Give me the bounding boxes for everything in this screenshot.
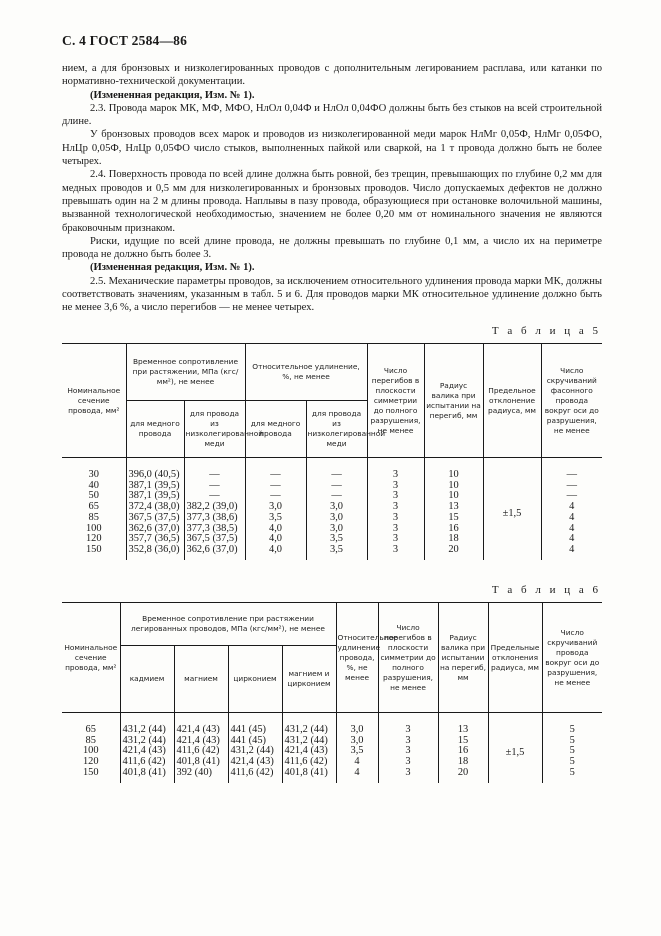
cell-elong-lowalloy: 3,0: [306, 502, 367, 513]
cell-twists: 4: [541, 524, 602, 535]
cell-zirconium: 441 (45): [228, 736, 282, 747]
t6-header-deviation: Предельные отклонения радиуса, мм: [488, 603, 542, 713]
cell-bends: 3: [378, 757, 438, 768]
t5-header-twists: Число скручиваний фасонного провода вокруг оси до разрушения, не менее: [541, 344, 602, 458]
spacer-cell: [184, 556, 245, 560]
cell-tensile-copper: 387,1 (39,5): [126, 481, 184, 492]
t5-header-tensile-copper: для медного провода: [126, 401, 184, 458]
spacer-cell: [62, 556, 126, 560]
cell-zirconium: 431,2 (44): [228, 746, 282, 757]
t5-header-elong-copper: для медного провода: [245, 401, 306, 458]
cell-bends: 3: [367, 534, 424, 545]
cell-section: 30: [62, 470, 126, 481]
cell-mg-zr: 401,8 (41): [282, 768, 336, 779]
cell-section: 100: [62, 746, 120, 757]
cell-section: 100: [62, 524, 126, 535]
table5-caption: Т а б л и ц а 5: [491, 325, 601, 337]
body-text: [62, 62, 602, 315]
spacer-cell: [488, 713, 542, 726]
t5-header-deviation: Предельное отклонение радиуса, мм: [483, 344, 541, 458]
cell-elong-copper: 4,0: [245, 524, 306, 535]
cell-elongation: 3,5: [336, 746, 378, 757]
cell-section: 150: [62, 768, 120, 779]
cell-bends: 3: [378, 736, 438, 747]
spacer-cell: [424, 556, 483, 560]
cell-cadmium: 431,2 (44): [120, 725, 174, 736]
cell-bends: 3: [367, 470, 424, 481]
spacer-cell: [438, 779, 488, 783]
cell-elong-copper: 4,0: [245, 534, 306, 545]
spacer-cell: [174, 779, 228, 783]
cell-elong-lowalloy: —: [306, 470, 367, 481]
cell-bends: 3: [367, 491, 424, 502]
t6-header-tensile: Временное сопротивление при растяжении легированных проводов, МПа (кгс/мм²), не менее: [120, 603, 336, 646]
cell-radius: 18: [438, 757, 488, 768]
t6-header-section: Номинальное сечение провода, мм²: [62, 603, 120, 713]
t6-header-mg-zr: магнием и цирконием: [282, 646, 336, 713]
t5-header-elongation: Относительное удлинение, %, не менее: [245, 344, 367, 401]
cell-tensile-lowalloy: 367,5 (37,5): [184, 534, 245, 545]
table6-caption: Т а б л и ц а 6: [491, 584, 601, 596]
cell-elong-copper: —: [245, 470, 306, 481]
cell-twists: 4: [541, 545, 602, 556]
cell-twists: 5: [542, 725, 602, 736]
cell-magnesium: 421,4 (43): [174, 725, 228, 736]
spacer-cell: [120, 779, 174, 783]
cell-radius: 16: [438, 746, 488, 757]
cell-magnesium: 401,8 (41): [174, 757, 228, 768]
cell-section: 85: [62, 736, 120, 747]
cell-elongation: 4: [336, 757, 378, 768]
cell-bends: 3: [367, 502, 424, 513]
paragraph: (Измененная редакция, Изм. № 1).: [90, 89, 255, 101]
cell-elong-lowalloy: —: [306, 491, 367, 502]
cell-section: 120: [62, 534, 126, 545]
t5-header-section: Номинальное сечение провода, мм²: [62, 344, 126, 458]
cell-radius: 13: [438, 725, 488, 736]
cell-radius: 16: [424, 524, 483, 535]
paragraph: 2.3. Провода марок МК, МФ, МФО, НлОл 0,04Ф и НлОл 0,04ФО должны быть без стыков на всей строительной длине.: [62, 102, 602, 128]
cell-elong-copper: 4,0: [245, 545, 306, 556]
spacer-cell: [367, 556, 424, 560]
cell-mg-zr: 421,4 (43): [282, 746, 336, 757]
cell-twists: 4: [541, 513, 602, 524]
cell-bends: 3: [367, 545, 424, 556]
cell-elong-copper: —: [245, 481, 306, 492]
cell-mg-zr: 411,6 (42): [282, 757, 336, 768]
spacer-cell: [336, 779, 378, 783]
cell-tensile-lowalloy: 377,3 (38,6): [184, 513, 245, 524]
cell-twists: —: [541, 491, 602, 502]
cell-bends: 3: [378, 746, 438, 757]
spacer-cell: [541, 556, 602, 560]
spacer-cell: [62, 779, 120, 783]
paragraph: нием, а для бронзовых и низколегированных проводов с дополнительным легированием расплава, или катанки по нормативно-технической документации.: [62, 63, 602, 88]
t6-header-cadmium: кадмием: [120, 646, 174, 713]
cell-tensile-lowalloy: 382,2 (39,0): [184, 502, 245, 513]
cell-tensile-copper: 367,5 (37,5): [126, 513, 184, 524]
spacer-cell: [126, 556, 184, 560]
t6-header-magnesium: магнием: [174, 646, 228, 713]
page-header: С. 4 ГОСТ 2584—86: [62, 33, 188, 48]
cell-twists: —: [541, 481, 602, 492]
t5-header-bends: Число перегибов в плоскости симметрии до полного разрушения, не менее: [367, 344, 424, 458]
cell-cadmium: 411,6 (42): [120, 757, 174, 768]
cell-section: 40: [62, 481, 126, 492]
cell-mg-zr: 431,2 (44): [282, 736, 336, 747]
paragraph: 2.5. Механические параметры проводов, за исключением относительного удлинения провода марки МК, должны соответствовать значениям, указанным в табл. 5 и 6. Для проводов марки МК относительное удлинение должно быть не менее 3,6 %, а число перегибов — не менее четырех.: [62, 275, 602, 314]
cell-zirconium: 421,4 (43): [228, 757, 282, 768]
spacer-cell: [542, 779, 602, 783]
paragraph: У бронзовых проводов всех марок и проводов из низколегированной меди марок НлМг 0,05Ф, НлМг 0,05ФО, НлЦр 0,05Ф, НлЦр 0,05ФО число стыков, выполненных пайкой или сваркой, на 1 т провода должно быть не более четырех.: [62, 129, 602, 168]
cell-cadmium: 421,4 (43): [120, 746, 174, 757]
cell-radius: 10: [424, 481, 483, 492]
cell-section: 85: [62, 513, 126, 524]
cell-zirconium: 441 (45): [228, 725, 282, 736]
cell-bends: 3: [378, 768, 438, 779]
cell-deviation: ±1,5: [483, 470, 541, 560]
cell-tensile-copper: 387,1 (39,5): [126, 491, 184, 502]
cell-radius: 13: [424, 502, 483, 513]
cell-section: 50: [62, 491, 126, 502]
cell-tensile-copper: 357,7 (36,5): [126, 534, 184, 545]
cell-cadmium: 431,2 (44): [120, 736, 174, 747]
cell-elongation: 4: [336, 768, 378, 779]
cell-radius: 20: [424, 545, 483, 556]
cell-tensile-lowalloy: 377,3 (38,5): [184, 524, 245, 535]
cell-magnesium: 392 (40): [174, 768, 228, 779]
cell-tensile-copper: 396,0 (40,5): [126, 470, 184, 481]
cell-radius: 20: [438, 768, 488, 779]
cell-elong-copper: 3,5: [245, 513, 306, 524]
cell-twists: 5: [542, 746, 602, 757]
spacer-cell: [282, 779, 336, 783]
t6-header-elongation: Относительное удлинение провода, %, не менее: [336, 603, 378, 713]
cell-twists: 5: [542, 757, 602, 768]
cell-elong-copper: 3,0: [245, 502, 306, 513]
cell-section: 65: [62, 725, 120, 736]
cell-bends: 3: [378, 725, 438, 736]
table-6: [62, 602, 602, 783]
cell-elong-lowalloy: 3,5: [306, 545, 367, 556]
cell-radius: 10: [424, 491, 483, 502]
cell-elongation: 3,0: [336, 736, 378, 747]
spacer-cell: [483, 458, 541, 471]
cell-mg-zr: 431,2 (44): [282, 725, 336, 736]
cell-twists: 4: [541, 502, 602, 513]
cell-magnesium: 411,6 (42): [174, 746, 228, 757]
cell-elongation: 3,0: [336, 725, 378, 736]
cell-elong-lowalloy: 3,0: [306, 513, 367, 524]
cell-twists: 5: [542, 768, 602, 779]
cell-elong-lowalloy: 3,5: [306, 534, 367, 545]
cell-elong-copper: —: [245, 491, 306, 502]
cell-twists: 4: [541, 534, 602, 545]
cell-bends: 3: [367, 513, 424, 524]
t5-header-tensile: Временное сопротивление при растяжении, МПа (кгс/мм²), не менее: [126, 344, 245, 401]
cell-zirconium: 411,6 (42): [228, 768, 282, 779]
cell-radius: 15: [438, 736, 488, 747]
cell-tensile-lowalloy: —: [184, 470, 245, 481]
paragraph: (Измененная редакция, Изм. № 1).: [90, 262, 255, 274]
cell-twists: 5: [542, 736, 602, 747]
t5-header-radius: Радиус валика при испытании на перегиб, мм: [424, 344, 483, 458]
cell-section: 65: [62, 502, 126, 513]
t6-header-bends: Число перегибов в плоскости симметрии до полного разрушения, не менее: [378, 603, 438, 713]
cell-section: 120: [62, 757, 120, 768]
cell-section: 150: [62, 545, 126, 556]
t6-header-zirconium: цирконием: [228, 646, 282, 713]
cell-radius: 10: [424, 470, 483, 481]
cell-magnesium: 421,4 (43): [174, 736, 228, 747]
t6-header-twists: Число скручиваний провода вокруг оси до разрушения, не менее: [542, 603, 602, 713]
cell-tensile-lowalloy: —: [184, 491, 245, 502]
cell-bends: 3: [367, 524, 424, 535]
paragraph: Риски, идущие по всей длине провода, не должны превышать по глубине 0,1 мм, а число их на периметре провода не должно быть более 3.: [62, 235, 602, 261]
t5-header-elong-lowalloy: для провода из низколегированной меди: [306, 401, 367, 458]
cell-radius: 15: [424, 513, 483, 524]
cell-bends: 3: [367, 481, 424, 492]
spacer-cell: [378, 779, 438, 783]
cell-elong-lowalloy: —: [306, 481, 367, 492]
cell-tensile-lowalloy: 362,6 (37,0): [184, 545, 245, 556]
paragraph: 2.4. Поверхность провода по всей длине должна быть ровной, без трещин, превышающих по глубине 0,2 мм для медных проводов и 0,5 мм для низколегированных и бронзовых проводов. Число допускаемых дефектов не должно превышать один на 2 м длины провода. Наплывы в пазу провода, образующиеся при остановке волочильной машины, вызванной технологической необходимостью, значением не более 0,20 мм от номинального значения не являются браковочным признаком.: [62, 169, 602, 234]
spacer-cell: [245, 556, 306, 560]
spacer-cell: [228, 779, 282, 783]
cell-radius: 18: [424, 534, 483, 545]
cell-cadmium: 401,8 (41): [120, 768, 174, 779]
cell-elong-lowalloy: 3,0: [306, 524, 367, 535]
cell-tensile-copper: 372,4 (38,0): [126, 502, 184, 513]
cell-deviation: ±1,5: [488, 725, 542, 783]
spacer-cell: [306, 556, 367, 560]
table-5: [62, 343, 602, 560]
cell-twists: —: [541, 470, 602, 481]
cell-tensile-copper: 352,8 (36,0): [126, 545, 184, 556]
cell-tensile-copper: 362,6 (37,0): [126, 524, 184, 535]
t5-header-tensile-lowalloy: для провода из низколегированной меди: [184, 401, 245, 458]
t6-header-radius: Радиус валика при испытании на перегиб, мм: [438, 603, 488, 713]
cell-tensile-lowalloy: —: [184, 481, 245, 492]
